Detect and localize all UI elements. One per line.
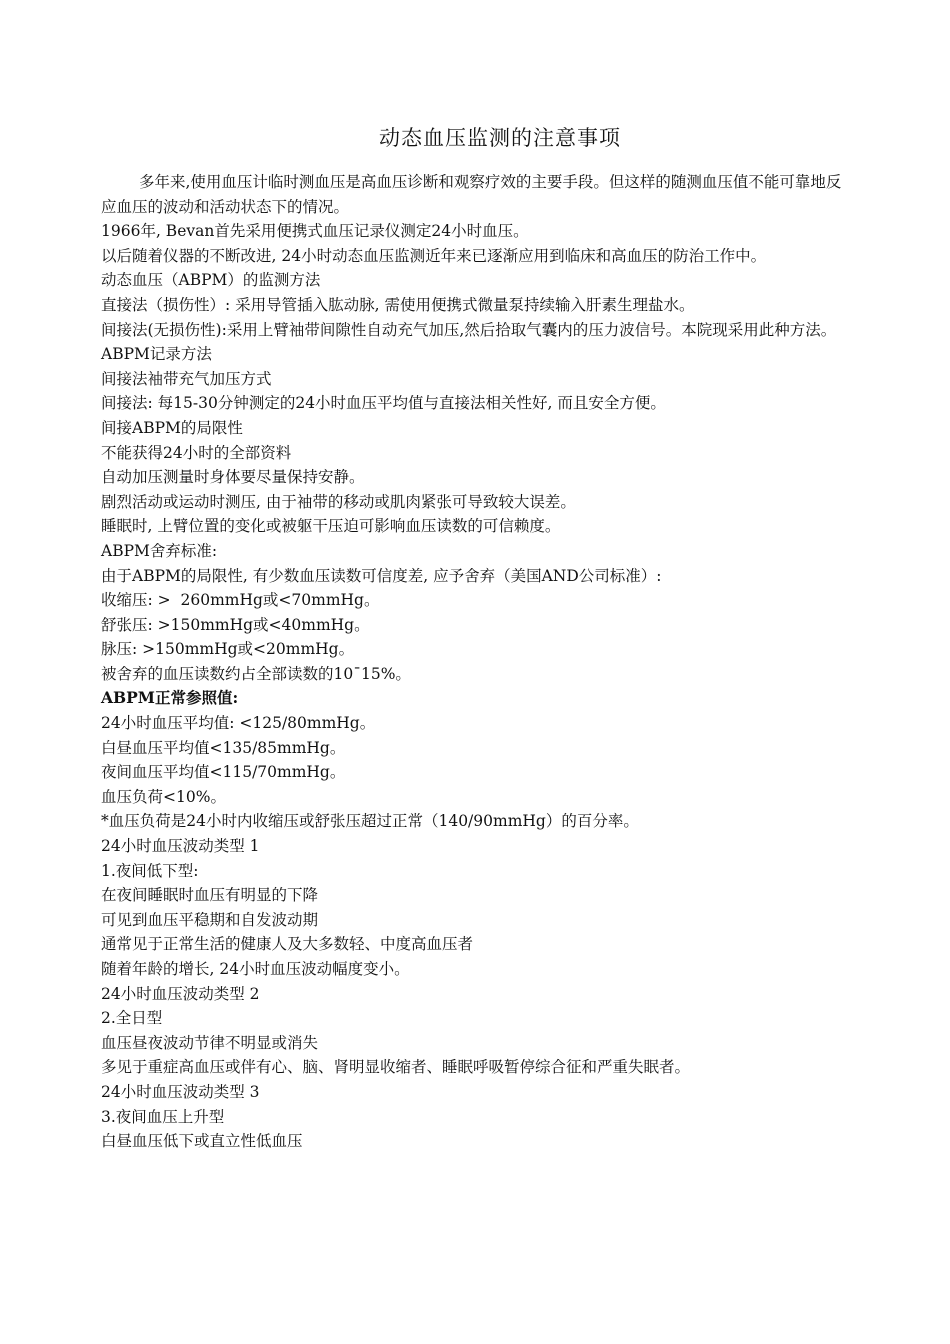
paragraph: 可见到血压平稳期和自发波动期 (101, 910, 319, 929)
paragraph: 被舍弃的血压读数约占全部读数的10¯15%。 (101, 664, 411, 683)
paragraph: 血压负荷<10%。 (101, 787, 226, 806)
paragraph: ABPM正常参照值: (101, 688, 239, 708)
paragraph: 2.全日型 (101, 1009, 163, 1028)
paragraph: 白昼血压平均值<135/85mmHg。 (101, 738, 346, 757)
paragraph: 间接法: 每15-30分钟测定的24小时血压平均值与直接法相关性好, 而且安全方便。 (101, 394, 666, 413)
paragraph: ABPM舍弃标准: (101, 541, 218, 560)
document-body (101, 170, 853, 1154)
paragraph: 白昼血压低下或直立性低血压 (101, 1132, 303, 1151)
paragraph: 血压昼夜波动节律不明显或消失 (101, 1033, 319, 1052)
paragraph: 1.夜间低下型: (101, 861, 199, 880)
paragraph: 收缩压: > 260mmHg或<70mmHg。 (101, 591, 380, 610)
paragraph: 由于ABPM的局限性, 有少数血压读数可信度差, 应予舍弃（美国AND公司标准）: (101, 566, 662, 585)
paragraph: 间接法袖带充气加压方式 (101, 369, 272, 388)
paragraph: 1966年, Bevan首先采用便携式血压记录仪测定24小时血压。 (101, 222, 529, 241)
paragraph: 自动加压测量时身体要尽量保持安静。 (101, 468, 365, 487)
paragraph: 间接法(无损伤性):采用上臂袖带间隙性自动充气加压,然后拾取气囊内的压力波信号。本院现采用此种方法。 (101, 320, 837, 339)
paragraph: 24小时血压波动类型 3 (101, 1082, 260, 1101)
paragraph: 脉压: >150mmHg或<20mmHg。 (101, 640, 355, 659)
paragraph: 24小时血压波动类型 2 (101, 984, 260, 1003)
paragraph: 多年来,使用血压计临时测血压是高血压诊断和观察疗效的主要手段。但这样的随测血压值不能可靠地反应血压的波动和活动状态下的情况。 (101, 173, 842, 216)
paragraph: 24小时血压波动类型 1 (101, 837, 260, 856)
paragraph: 舒张压: >150mmHg或<40mmHg。 (101, 615, 370, 634)
paragraph: 24小时血压平均值: <125/80mmHg。 (101, 714, 376, 733)
paragraph: 多见于重症高血压或伴有心、脑、肾明显收缩者、睡眠呼吸暂停综合征和严重失眠者。 (101, 1058, 691, 1077)
paragraph: 间接ABPM的局限性 (101, 418, 243, 437)
paragraph: 直接法（损伤性）: 采用导管插入肱动脉, 需使用便携式微量泵持续输入肝素生理盐水。 (101, 295, 695, 314)
document-title: 动态血压监测的注意事项 (379, 126, 621, 150)
paragraph: 夜间血压平均值<115/70mmHg。 (101, 763, 346, 782)
paragraph: *血压负荷是24小时内收缩压或舒张压超过正常（140/90mmHg）的百分率。 (101, 812, 639, 831)
paragraph: 3.夜间血压上升型 (101, 1107, 225, 1126)
paragraph: 剧烈活动或运动时测压, 由于袖带的移动或肌肉紧张可导致较大误差。 (101, 492, 576, 511)
paragraph: ABPM记录方法 (101, 345, 212, 364)
paragraph: 动态血压（ABPM）的监测方法 (101, 271, 321, 290)
paragraph: 睡眠时, 上臂位置的变化或被躯干压迫可影响血压读数的可信赖度。 (101, 517, 561, 536)
paragraph: 以后随着仪器的不断改进, 24小时动态血压监测近年来已逐渐应用到临床和高血压的防治工作中。 (101, 246, 767, 265)
paragraph: 通常见于正常生活的健康人及大多数轻、中度高血压者 (101, 935, 474, 954)
paragraph: 随着年龄的增长, 24小时血压波动幅度变小。 (101, 960, 410, 978)
paragraph: 在夜间睡眠时血压有明显的下降 (101, 886, 319, 905)
paragraph: 不能获得24小时的全部资料 (101, 443, 292, 462)
